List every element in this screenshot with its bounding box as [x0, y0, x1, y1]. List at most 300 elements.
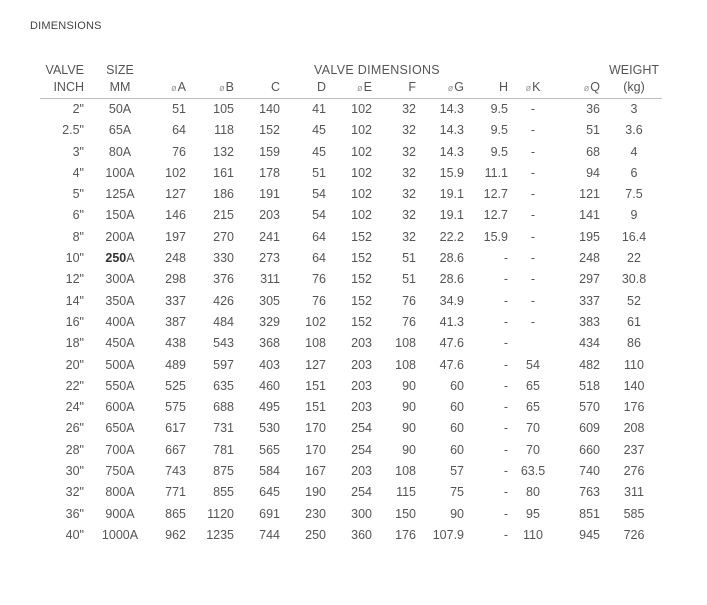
cell-b: 132 [213, 144, 234, 159]
cell-weight: 4 [630, 144, 638, 159]
cell-h: - [503, 272, 508, 287]
cell-e: 254 [351, 485, 372, 500]
cell-q: 945 [579, 527, 600, 542]
cell-weight: 16.4 [621, 229, 647, 244]
table-body [40, 99, 662, 547]
cell-q: 851 [579, 506, 600, 521]
cell-k: 54 [526, 357, 540, 372]
cell-mm: 650A [105, 421, 135, 436]
cell-h: 9.5 [490, 144, 508, 159]
cell-inch: 20" [65, 357, 84, 372]
cell-q: 195 [579, 229, 600, 244]
table-row [40, 418, 662, 439]
cell-g: 75 [450, 485, 464, 500]
header-k-label: K [532, 80, 541, 94]
cell-f: 32 [402, 208, 416, 223]
cell-inch: 24" [65, 400, 84, 415]
cell-b: 597 [213, 357, 234, 372]
diameter-symbol: ø [447, 83, 454, 93]
cell-mm: 100A [105, 165, 135, 180]
cell-q: 337 [579, 293, 600, 308]
diameter-symbol: ø [525, 83, 532, 93]
cell-c: 460 [259, 378, 280, 393]
header-dia-g [422, 79, 470, 99]
cell-a: 617 [165, 421, 186, 436]
cell-h: 9.5 [490, 123, 508, 138]
cell-h: - [503, 251, 508, 266]
cell-e: 203 [351, 464, 372, 479]
cell-k: 70 [526, 421, 540, 436]
cell-b: 186 [213, 187, 234, 202]
header-inch: INCH [40, 79, 92, 99]
cell-inch: 14" [65, 293, 84, 308]
cell-inch: 36" [65, 506, 84, 521]
cell-inch: 2.5" [62, 123, 84, 138]
cell-a: 771 [165, 485, 186, 500]
cell-f: 90 [402, 378, 416, 393]
cell-inch: 18" [65, 336, 84, 351]
cell-q: 36 [586, 102, 600, 116]
cell-h: - [503, 357, 508, 372]
table-row [40, 440, 662, 461]
cell-h: 11.1 [484, 165, 508, 180]
cell-f: 108 [395, 464, 416, 479]
cell-g: 41.3 [439, 314, 464, 329]
cell-q: 434 [579, 336, 600, 351]
cell-d: 76 [312, 272, 326, 287]
cell-weight: 110 [624, 357, 644, 372]
cell-k: - [530, 293, 536, 308]
cell-mm: 50A [108, 102, 132, 116]
cell-f: 108 [395, 336, 416, 351]
cell-weight: 276 [623, 464, 645, 479]
cell-g: 57 [450, 464, 464, 479]
cell-inch: 10" [65, 251, 84, 266]
cell-e: 152 [351, 314, 372, 329]
cell-a: 197 [165, 229, 186, 244]
cell-d: 170 [305, 421, 326, 436]
cell-f: 90 [402, 442, 416, 457]
cell-inch: 40" [65, 527, 84, 542]
cell-d: 108 [305, 336, 326, 351]
cell-c: 159 [259, 144, 280, 159]
cell-mm [92, 248, 148, 269]
cell-h: 9.5 [490, 102, 508, 116]
cell-q: 763 [579, 485, 600, 500]
header-dia-k [514, 79, 552, 99]
cell-a: 865 [165, 506, 186, 521]
cell-e: 203 [351, 400, 372, 415]
cell-inch: 22" [65, 378, 84, 393]
header-kg: (kg) [606, 79, 662, 99]
cell-c: 140 [259, 102, 280, 116]
cell-a: 337 [165, 293, 186, 308]
cell-weight: 30.8 [621, 272, 647, 287]
cell-g: 19.1 [439, 187, 464, 202]
cell-e: 152 [351, 251, 372, 266]
cell-h: - [503, 314, 508, 329]
cell-h: - [503, 293, 508, 308]
table-row [40, 291, 662, 312]
table-row [40, 184, 662, 205]
cell-g: 15.9 [439, 165, 464, 180]
cell-e: 254 [351, 421, 372, 436]
cell-g: 28.6 [439, 272, 464, 287]
cell-inch: 2" [72, 102, 84, 116]
cell-f: 32 [402, 187, 416, 202]
cell-c: 273 [259, 251, 280, 266]
cell-weight: 140 [623, 378, 645, 393]
cell-b: 1235 [206, 527, 234, 542]
cell-d: 64 [312, 251, 326, 266]
cell-d: 170 [305, 442, 326, 457]
cell-a: 743 [165, 464, 186, 479]
cell-b: 543 [213, 336, 234, 351]
cell-k: - [530, 251, 536, 266]
header-valve: VALVE [45, 63, 84, 77]
cell-e: 152 [351, 293, 372, 308]
diameter-symbol: ø [171, 83, 177, 93]
cell-f: 76 [402, 293, 416, 308]
cell-a: 387 [165, 314, 186, 329]
cell-h: 15.9 [483, 229, 508, 244]
table-row [40, 355, 662, 376]
header-size: SIZE [106, 63, 134, 77]
cell-q: 518 [579, 378, 600, 393]
cell-inch: 3" [72, 144, 84, 159]
cell-a: 525 [165, 378, 186, 393]
page-title: DIMENSIONS [30, 20, 102, 32]
cell-c: 203 [259, 208, 280, 223]
header-dia-b [192, 79, 240, 99]
cell-h: - [503, 527, 508, 542]
cell-g: 14.3 [439, 102, 464, 116]
table-row [40, 142, 662, 163]
cell-k: 63.5 [520, 464, 546, 479]
cell-mm: 65A [108, 123, 132, 138]
cell-c: 191 [259, 187, 280, 202]
cell-d: 230 [305, 506, 326, 521]
cell-b: 731 [213, 421, 234, 436]
cell-mm-unit: A [126, 251, 135, 266]
cell-k: - [530, 165, 536, 180]
diameter-symbol: ø [583, 83, 590, 93]
cell-f: 32 [402, 229, 416, 244]
cell-q: 740 [579, 464, 600, 479]
cell-d: 190 [305, 485, 326, 500]
cell-mm: 1000A [101, 527, 139, 542]
cell-mm: 80A [108, 144, 132, 159]
cell-b: 635 [213, 378, 234, 393]
table-row [40, 269, 662, 290]
cell-c: 403 [259, 357, 280, 372]
cell-c: 152 [259, 123, 280, 138]
cell-h: - [503, 378, 508, 393]
cell-a: 64 [172, 123, 186, 138]
cell-g: 107.9 [432, 527, 464, 542]
cell-k: - [530, 229, 536, 244]
cell-d: 102 [305, 314, 326, 329]
cell-weight: 3 [630, 102, 638, 116]
cell-h: - [503, 442, 508, 457]
cell-d: 51 [312, 165, 326, 180]
header-f: F [378, 79, 422, 99]
header-h: H [470, 79, 514, 99]
cell-d: 41 [312, 102, 326, 116]
cell-a: 298 [165, 272, 186, 287]
cell-k: - [530, 208, 536, 223]
cell-f: 32 [402, 123, 416, 138]
cell-q: 51 [586, 123, 600, 138]
cell-f: 76 [402, 314, 416, 329]
cell-c: 530 [259, 421, 280, 436]
cell-weight: 176 [623, 400, 645, 415]
cell-a: 248 [165, 251, 186, 266]
cell-h: 12.7 [483, 187, 508, 202]
cell-c: 645 [259, 485, 280, 500]
cell-f: 51 [402, 251, 416, 266]
cell-weight: 311 [624, 485, 644, 500]
cell-q: 297 [579, 272, 600, 287]
cell-d: 54 [312, 187, 326, 202]
cell-a: 962 [165, 527, 186, 542]
cell-k: - [530, 187, 536, 202]
cell-b: 330 [213, 251, 234, 266]
cell-c: 495 [259, 400, 280, 415]
cell-c: 565 [259, 442, 280, 457]
cell-f: 32 [402, 102, 416, 116]
cell-e: 102 [351, 208, 372, 223]
cell-e: 102 [351, 165, 372, 180]
cell-a: 575 [165, 400, 186, 415]
cell-b: 426 [213, 293, 234, 308]
header-dia-e [332, 79, 378, 99]
cell-q: 609 [579, 421, 600, 436]
cell-weight: 3.6 [625, 123, 643, 138]
cell-c: 311 [260, 272, 280, 287]
cell-f: 150 [395, 506, 416, 521]
cell-b: 484 [213, 314, 234, 329]
table-row [40, 99, 662, 121]
cell-weight: 208 [623, 421, 645, 436]
cell-d: 45 [312, 144, 326, 159]
cell-e: 203 [351, 336, 372, 351]
cell-mm: 400A [105, 314, 135, 329]
cell-k: 65 [526, 400, 540, 415]
cell-c: 584 [259, 464, 280, 479]
cell-mm: 550A [105, 378, 135, 393]
cell-c: 305 [259, 293, 280, 308]
cell-e: 102 [351, 123, 372, 138]
cell-h: - [503, 400, 508, 415]
diameter-symbol: ø [219, 83, 225, 93]
cell-c: 691 [259, 506, 280, 521]
cell-g: 60 [450, 442, 464, 457]
cell-g: 34.9 [439, 293, 464, 308]
header-e-label: E [363, 80, 372, 94]
valve-dimensions-table [40, 62, 662, 546]
cell-a: 51 [172, 102, 186, 116]
cell-inch: 5" [72, 187, 84, 202]
cell-inch: 30" [65, 464, 84, 479]
cell-d: 151 [305, 400, 326, 415]
cell-b: 161 [213, 165, 234, 180]
cell-f: 108 [395, 357, 416, 372]
cell-q: 94 [586, 165, 600, 180]
cell-inch: 6" [72, 208, 84, 223]
cell-weight: 585 [623, 506, 645, 521]
cell-weight: 61 [627, 314, 641, 329]
header-valve-dimensions: VALVE DIMENSIONS [314, 63, 440, 77]
cell-e: 203 [351, 378, 372, 393]
table-row [40, 120, 662, 141]
cell-k: - [530, 123, 536, 138]
cell-d: 76 [312, 293, 326, 308]
table-row [40, 227, 662, 248]
cell-mm: 750A [105, 464, 135, 479]
cell-f: 90 [402, 400, 416, 415]
cell-inch: 16" [65, 314, 84, 329]
table-row [40, 312, 662, 333]
cell-q: 570 [579, 400, 600, 415]
cell-g: 47.6 [439, 357, 464, 372]
cell-mm: 600A [105, 400, 135, 415]
header-d: D [286, 79, 332, 99]
cell-b: 215 [213, 208, 234, 223]
cell-c: 368 [259, 336, 280, 351]
cell-h: - [503, 421, 508, 436]
cell-h: - [503, 464, 508, 479]
header-b-label: B [225, 80, 234, 94]
header-g-label: G [454, 80, 464, 94]
cell-k: 110 [523, 527, 543, 542]
cell-g: 90 [450, 506, 464, 521]
table-subheader-row [40, 79, 662, 99]
cell-a: 102 [165, 165, 186, 180]
cell-g: 19.1 [439, 208, 464, 223]
cell-inch: 12" [65, 272, 84, 287]
cell-q: 482 [579, 357, 600, 372]
table-row [40, 376, 662, 397]
cell-b: 855 [213, 485, 234, 500]
header-dia-q [552, 79, 606, 99]
cell-q: 68 [586, 144, 600, 159]
cell-c: 744 [259, 527, 280, 542]
table-header-row [40, 62, 662, 79]
cell-k: 70 [526, 442, 540, 457]
cell-h: 12.7 [483, 208, 508, 223]
cell-mm: 125A [105, 187, 135, 202]
cell-b: 1120 [207, 506, 234, 521]
cell-q: 660 [579, 442, 600, 457]
cell-d: 250 [305, 527, 326, 542]
cell-mm: 200A [105, 229, 135, 244]
cell-e: 102 [351, 144, 372, 159]
cell-mm: 150A [105, 208, 135, 223]
cell-a: 146 [165, 208, 186, 223]
cell-inch: 4" [72, 165, 84, 180]
cell-mm: 350A [105, 293, 135, 308]
cell-weight: 86 [627, 336, 641, 351]
table-row [40, 163, 662, 184]
cell-b: 688 [213, 400, 234, 415]
cell-weight: 22 [627, 251, 641, 266]
cell-e: 152 [351, 229, 372, 244]
cell-e: 102 [351, 187, 372, 202]
cell-d: 151 [305, 378, 326, 393]
cell-k: 95 [526, 506, 540, 521]
cell-d: 54 [312, 208, 326, 223]
cell-mm: 800A [105, 485, 135, 500]
cell-a: 667 [165, 442, 186, 457]
cell-e: 102 [351, 102, 372, 116]
header-a-label: A [177, 80, 186, 94]
header-mm: MM [92, 79, 148, 99]
cell-mm: 700A [105, 442, 135, 457]
cell-a: 489 [165, 357, 186, 372]
cell-f: 32 [402, 165, 416, 180]
header-dia-a [148, 79, 192, 99]
cell-q: 121 [579, 187, 600, 202]
cell-k: - [530, 144, 536, 159]
cell-e: 152 [351, 272, 372, 287]
cell-g: 22.2 [439, 229, 464, 244]
cell-b: 875 [213, 464, 234, 479]
cell-mm: 500A [105, 357, 135, 372]
header-q-label: Q [590, 80, 600, 94]
cell-a: 438 [165, 336, 186, 351]
cell-f: 115 [396, 485, 416, 500]
table-row [40, 525, 662, 546]
cell-g: 14.3 [439, 123, 464, 138]
cell-e: 300 [351, 506, 372, 521]
cell-c: 178 [259, 165, 280, 180]
cell-c: 241 [259, 229, 280, 244]
cell-d: 64 [312, 229, 326, 244]
cell-weight: 7.5 [625, 187, 643, 202]
cell-weight: 237 [623, 442, 645, 457]
cell-inch: 32" [65, 485, 84, 500]
cell-weight: 9 [630, 208, 638, 223]
cell-q: 141 [579, 208, 600, 223]
cell-k: - [530, 272, 536, 287]
cell-k: - [530, 102, 536, 116]
cell-g: 60 [450, 400, 464, 415]
cell-k: 80 [526, 485, 540, 500]
cell-d: 167 [305, 464, 326, 479]
cell-b: 118 [214, 123, 234, 138]
cell-f: 32 [402, 144, 416, 159]
cell-weight: 6 [630, 165, 638, 180]
cell-inch: 8" [72, 229, 84, 244]
cell-b: 270 [213, 229, 234, 244]
diameter-symbol: ø [357, 83, 363, 93]
cell-f: 176 [395, 527, 416, 542]
cell-g: 60 [450, 378, 464, 393]
cell-e: 254 [351, 442, 372, 457]
cell-weight: 52 [627, 293, 641, 308]
cell-h: - [503, 506, 508, 521]
cell-g: 47.6 [439, 336, 464, 351]
table-row [40, 205, 662, 226]
cell-mm: 450A [105, 336, 135, 351]
cell-mm: 900A [105, 506, 135, 521]
cell-g: 60 [450, 421, 464, 436]
header-c: C [240, 79, 286, 99]
header-weight: WEIGHT [609, 63, 659, 77]
cell-mm-number: 250 [105, 251, 127, 266]
cell-b: 781 [213, 442, 234, 457]
